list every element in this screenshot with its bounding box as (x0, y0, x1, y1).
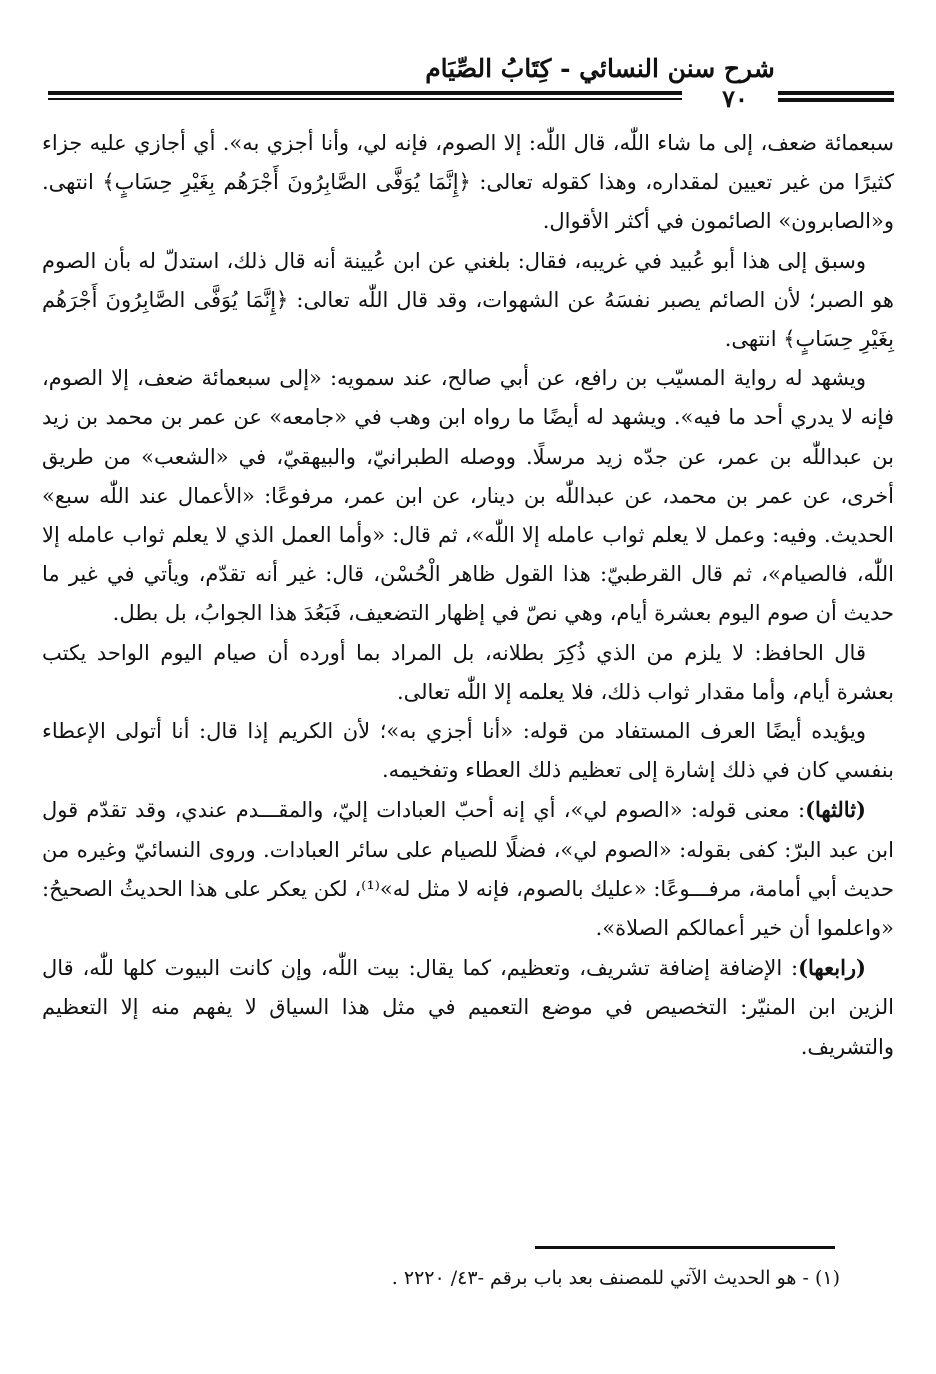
paragraph-text: ويشهد له رواية المسيّب بن رافع، عن أبي صالح، عند سمويه: «إلى سبعمائة ضعف، إلا الصوم، فإنه لا يدري أحد ما فيه». ويشهد له أيضًا ما رواه ابن وهب في «جامعه» عن عمر بن محمد بن زيد بن عبداللّٰه بن عمر، عن جدّه زيد مرسلًا. ووصله الطبرانيّ، والبيهقيّ، في «الشعب» من طريق أخرى، عن عمر بن محمد، عن عبداللّٰه بن دينار، عن ابن عمر، مرفوعًا: «الأعمال عند اللّٰه سبع» الحديث. وفيه: وعمل لا يعلم ثواب عامله إلا اللّٰه»، ثم قال: «وأما العمل الذي لا يعلم ثواب عامله إلا اللّٰه، فالصيام»، ثم قال القرطبيّ: هذا القول ظاهر الْحُسْن، قال: غير أنه تقدّم، ويأتي في غير ما حديث أن صوم اليوم بعشرة أيام، وهي نصّ في إظهار التضعيف، فَبَعُدَ هذا الجوابُ، بل بطل. (42, 366, 894, 626)
paragraph-text: : معنى قوله: «الصوم لي»، أي إنه أحبّ العبادات إليّ، والمقـــدم عندي، وقد تقدّم قول ابن عبد البرّ: كفى بقوله: «الصوم لي»، فضلًا للصيام على سائر العبادات. وروى النسائيّ وغيره من حديث أبي أمامة، مرفـــوعًا: «عليك بالصوم، فإنه لا مثل له»⁽¹⁾، لكن يعكر على هذا الحديثُ الصحيحُ: «واعلموا أن خير أعمالكم الصلاة». (42, 798, 894, 941)
main-text (42, 124, 894, 1067)
paragraph-text: ويؤيده أيضًا العرف المستفاد من قوله: «أنا أجزي به»؛ لأن الكريم إذا قال: أنا أتولى الإعطاء بنفسي كان في ذلك إشارة إلى تعظيم ذلك العطاء وتفخيمه. (42, 719, 894, 783)
paragraph (42, 634, 894, 712)
paragraph-lead: (رابعها) (798, 955, 866, 981)
paragraph (42, 359, 894, 633)
paragraph-text: سبعمائة ضعف، إلى ما شاء اللّٰه، قال اللّٰه: إلا الصوم، فإنه لي، وأنا أجزي به». أي أجازي عليه جزاء كثيرًا من غير تعيين لمقداره، وهذا كقوله تعالى: ﴿إِنَّمَا يُوَفَّى الصَّابِرُونَ أَجْرَهُم بِغَيْرِ حِسَابٍ﴾ انتهى. و«الصابرون» الصائمون في أكثر الأقوال. (42, 131, 894, 234)
running-title: شرح سنن النسائي - كِتَابُ الصِّيَام (425, 54, 775, 83)
paragraph (42, 790, 894, 948)
footnote-divider (535, 1246, 835, 1249)
page-number: ٧٠ (722, 84, 748, 113)
header-rule-right-bottom (778, 98, 894, 102)
paragraph (42, 712, 894, 790)
paragraph (42, 948, 894, 1067)
paragraph-lead: (ثالثها) (805, 797, 866, 823)
header-rule-bottom (48, 98, 682, 100)
paragraph (42, 242, 894, 360)
header-rule-top (48, 91, 682, 95)
header-rule-right-top (778, 91, 894, 95)
paragraph-text: وسبق إلى هذا أبو عُبيد في غريبه، فقال: بلغني عن ابن عُيينة أنه قال ذلك، استدلّ له بأن الصوم هو الصبر؛ لأن الصائم يصبر نفسَهُ عن الشهوات، وقد قال اللّٰه تعالى: ﴿إِنَّمَا يُوَفَّى الصَّابِرُونَ أَجْرَهُم بِغَيْرِ حِسَابٍ﴾ انتهى. (42, 248, 894, 352)
paragraph (42, 124, 894, 242)
paragraph-text: : الإضافة إضافة تشريف، وتعظيم، كما يقال: بيت اللّٰه، وإن كانت البيوت كلها للّٰه، قال الزين ابن المنيّر: التخصيص في موضع التعميم في مثل هذا السياق لا يفهم منه إلا التعظيم والتشريف. (42, 956, 894, 1059)
paragraph-text: قال الحافظ: لا يلزم من الذي ذُكِرَ بطلانه، بل المراد بما أورده أن صيام اليوم الواحد يكتب بعشرة أيام، وأما مقدار ثواب ذلك، فلا يعلمه إلا اللّٰه تعالى. (42, 640, 894, 704)
footnote: (١) - هو الحديث الآتي للمصنف بعد باب برقم -٤٣/ ٢٢٢٠ . (391, 1267, 840, 1289)
